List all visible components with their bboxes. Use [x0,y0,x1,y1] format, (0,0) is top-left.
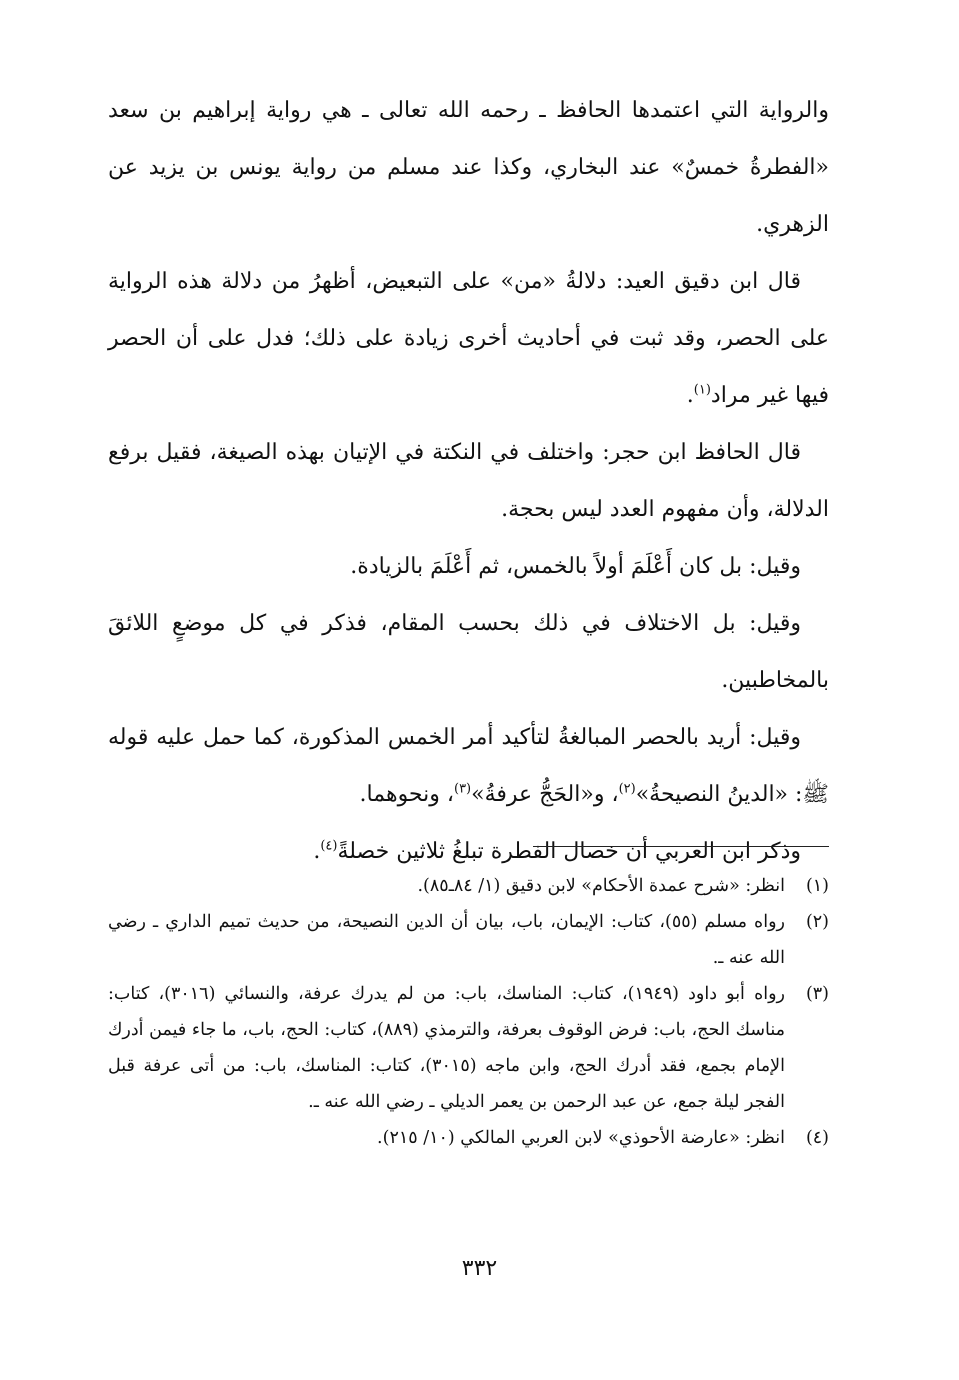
footnote-text: رواه أبو داود (١٩٤٩)، كتاب: المناسك، باب: من لم يدرك عرفة، والنسائي (٣٠١٦)، كتاب: مناسك الحج، باب: فرض الوقوف بعرفة، والترمذي (٨٨٩)، كتاب: الحج، باب، ما جاء فيمن أدرك الإمام بجمع، فقد أدرك الحج، وابن ماجه (٣٠١٥)، كتاب: المناسك، باب: من أتى عرفة قبل الفجر ليلة جمع، عن عبد الرحمن بن يعمر الديلي ـ رضي الله عنه ـ. [108,984,786,1112]
main-text [108,82,829,880]
paragraph-4 [108,538,829,595]
paragraph-6-end: ، ونحوهما. [359,782,454,807]
paragraph-2-text: قال ابن دقيق العيد: دلالةُ «من» على التبعيض، أظهرُ من دلالة هذه الرواية على الحصر، وقد ثبت في أحاديث أخرى زيادة على ذلك؛ فدل على أن الحصر فيها غير مراد [108,269,829,408]
footnote-1 [108,868,829,904]
paragraph-5 [108,595,829,709]
paragraph-1-text: والرواية التي اعتمدها الحافظ ـ رحمه الله تعالى ـ هي رواية إبراهيم بن سعد «الفطرةُ خمسٌ» عند البخاري، وكذا عند مسلم من رواية يونس بن يزيد عن الزهري. [108,98,829,237]
footnote-separator [533,846,829,847]
paragraph-7-end: . [313,839,321,864]
paragraph-4-text: وقيل: بل كان أَعْلَمَ أولاً بالخمس، ثم أَعْلَمَ بالزيادة. [350,554,801,579]
footnote-number: (٤) [805,1128,829,1148]
paragraph-2 [108,253,829,424]
footnote-number: (٣) [805,984,829,1004]
paragraph-5-text: وقيل: بل الاختلاف في ذلك بحسب المقام، فذكر في كل موضعٍ اللائقَ بالمخاطبين. [108,611,829,693]
paragraph-6 [108,709,829,823]
footnote-text: انظر: «عارضة الأحوذي» لابن العربي المالكي (١٠/ ٢١٥). [377,1128,785,1148]
paragraph-3 [108,424,829,538]
paragraph-3-text: قال الحافظ ابن حجر: واختلف في النكتة في الإتيان بهذه الصيغة، فقيل برفع الدلالة، وأن مفهوم العدد ليس بحجة. [108,440,829,522]
page-number: ٣٣٢ [461,1256,498,1281]
footnote-ref-3[interactable]: (٣) [453,781,472,797]
footnote-ref-2[interactable]: (٢) [618,781,636,797]
footnote-2 [108,904,829,976]
paragraph-2-end: . [686,383,694,408]
footnote-4 [108,1120,829,1156]
footnote-ref-4[interactable]: (٤) [320,838,338,854]
footnote-number: (٢) [805,912,829,932]
footnote-3 [108,976,829,1120]
paragraph-1 [108,82,829,253]
paragraph-7-text: وذكر ابن العربي أن خصال الفطرة تبلغُ ثلاثين خصلةً [337,839,801,864]
paragraph-6-text: وقيل: أريد بالحصر المبالغةُ لتأكيد أمر الخمس المذكورة، كما حمل عليه قوله ﷺ: «الدينُ النصيحةُ» [108,725,829,807]
footnote-number: (١) [805,876,829,896]
footnote-text: انظر: «شرح عمدة الأحكام» لابن دقيق (١/ ٨٤ـ٨٥). [417,876,785,896]
footnote-ref-1[interactable]: (١) [693,382,711,398]
paragraph-6-mid: ، و«الحَجُّ عرفةُ» [471,782,619,807]
footnote-text: رواه مسلم (٥٥)، كتاب: الإيمان، باب، بيان أن الدين النصيحة، من حديث تميم الداري ـ رضي الله عنه ـ. [108,912,785,968]
footnotes [108,868,829,1156]
